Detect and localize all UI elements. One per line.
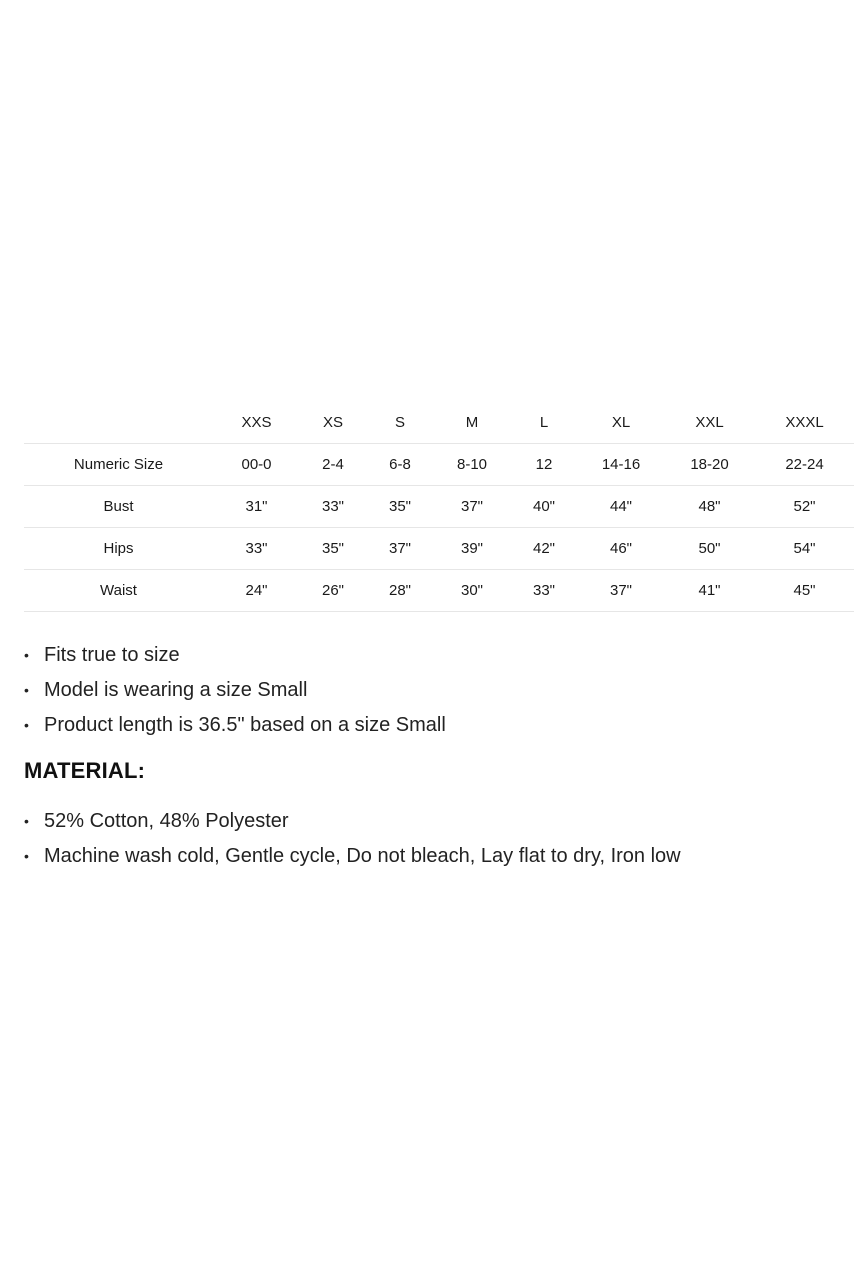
table-cell: 28" [366,570,434,612]
size-chart-table [24,402,854,612]
table-cell: 41" [664,570,755,612]
column-header: XL [578,402,664,444]
table-row [24,486,854,528]
table-cell: 33" [300,486,366,528]
column-header: L [510,402,578,444]
table-cell: 48" [664,486,755,528]
table-cell: 42" [510,528,578,570]
column-header: M [434,402,510,444]
column-header: XXL [664,402,755,444]
row-label: Numeric Size [24,444,213,486]
table-row [24,444,854,486]
table-cell: 54" [755,528,854,570]
table-cell: 00-0 [213,444,300,486]
table-cell: 26" [300,570,366,612]
row-label: Bust [24,486,213,528]
table-cell: 2-4 [300,444,366,486]
table-cell: 46" [578,528,664,570]
column-header [24,402,213,444]
table-cell: 37" [434,486,510,528]
list-item: • Fits true to size [24,638,446,673]
row-label: Waist [24,570,213,612]
table-row [24,570,854,612]
table-cell: 24" [213,570,300,612]
table-cell: 35" [366,486,434,528]
fit-notes-list [24,638,446,743]
list-item: • Model is wearing a size Small [24,673,446,708]
list-item: • Product length is 36.5" based on a size Small [24,708,446,743]
table-cell: 44" [578,486,664,528]
table-cell: 39" [434,528,510,570]
column-header: XS [300,402,366,444]
table-cell: 40" [510,486,578,528]
table-cell: 6-8 [366,444,434,486]
table-cell: 37" [578,570,664,612]
table-cell: 22-24 [755,444,854,486]
table-cell: 33" [510,570,578,612]
material-list [24,804,681,874]
table-cell: 18-20 [664,444,755,486]
table-cell: 35" [300,528,366,570]
table-cell: 45" [755,570,854,612]
table-cell: 50" [664,528,755,570]
table-cell: 12 [510,444,578,486]
column-header: XXXL [755,402,854,444]
table-cell: 14-16 [578,444,664,486]
table-cell: 33" [213,528,300,570]
material-heading: MATERIAL: [24,758,146,783]
table-cell: 8-10 [434,444,510,486]
table-cell: 31" [213,486,300,528]
table-row [24,528,854,570]
table-cell: 30" [434,570,510,612]
column-header: XXS [213,402,300,444]
list-item: • Machine wash cold, Gentle cycle, Do not bleach, Lay flat to dry, Iron low [24,839,681,874]
row-label: Hips [24,528,213,570]
table-cell: 52" [755,486,854,528]
table-cell: 37" [366,528,434,570]
size-chart-header-row [24,402,854,444]
column-header: S [366,402,434,444]
list-item: • 52% Cotton, 48% Polyester [24,804,681,839]
